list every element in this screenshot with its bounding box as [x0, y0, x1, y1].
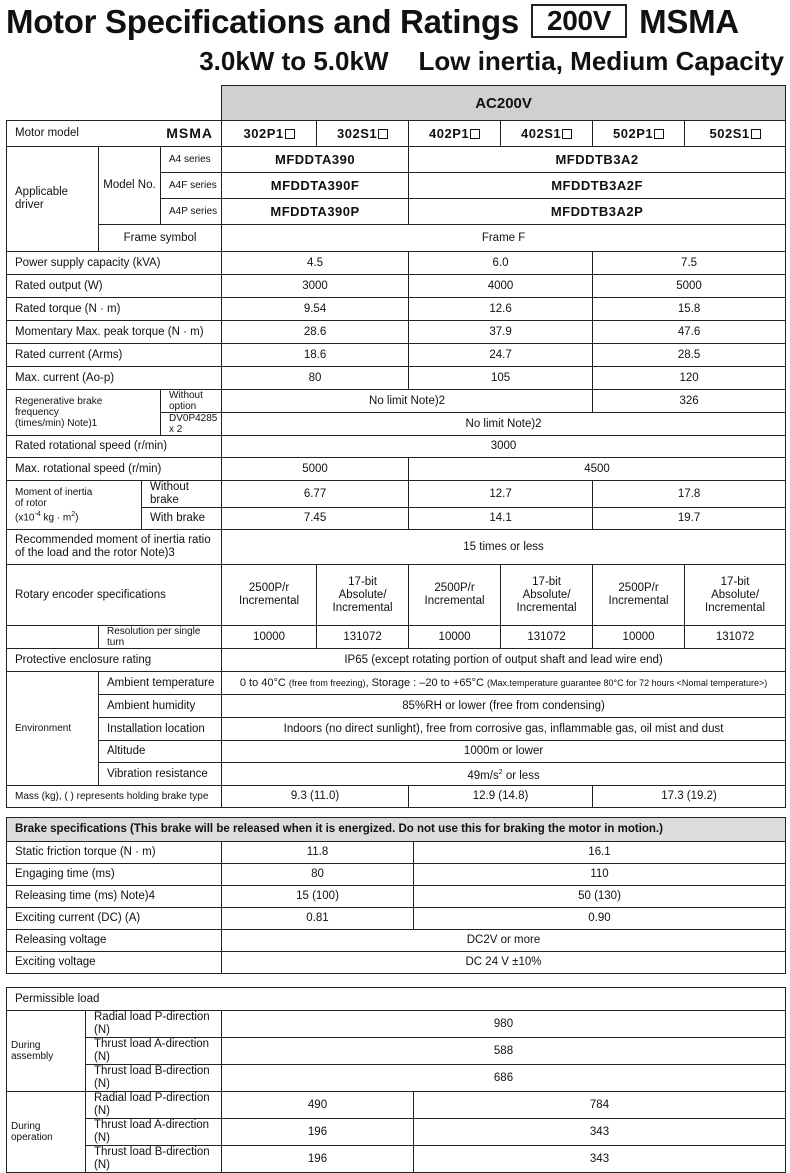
- brake-row: Releasing time (ms) Note)4 15 (100) 50 (130): [7, 886, 786, 908]
- spec-row: Rated torque (N · m) 9.54 12.6 15.8: [7, 298, 786, 321]
- power-range: 3.0kW to 5.0kW: [199, 46, 389, 76]
- driver-b: MFDDTB3A2: [409, 147, 786, 173]
- driver-a: MFDDTA390P: [222, 199, 409, 225]
- load-row: Thrust load A-direction (N) 196 343: [7, 1119, 786, 1146]
- spec-row: Protective enclosure rating IP65 (except rotating portion of output shaft and lead wire end): [7, 649, 786, 672]
- load-header: Permissible load: [7, 988, 786, 1011]
- encoder-row: Rotary encoder specifications 2500P/r Incremental 17-bit Absolute/ Incremental 2500P/r Incremental 17-bit Absolute/ Incremental 2500P/r Incremental 17-bit Absolute/ Incremental: [7, 565, 786, 626]
- env-label: Environment: [7, 672, 99, 786]
- motor-type: Low inertia, Medium Capacity: [418, 46, 784, 76]
- ratio-row: Recommended moment of inertia ratio of the load and the rotor Note)3 15 times or less: [7, 530, 786, 565]
- driver-b: MFDDTB3A2P: [409, 199, 786, 225]
- spec-row: Max. rotational speed (r/min) 5000 4500: [7, 458, 786, 481]
- load-row: Thrust load A-direction (N) 588: [7, 1038, 786, 1065]
- inertia-row: Moment of inertia of rotor ($x10^{-4}$ kg · $m^2$) Without brake 6.77 12.7 17.8: [7, 481, 786, 508]
- model-col: 302S1: [317, 121, 409, 147]
- load-table: [6, 987, 786, 1173]
- brake-row: Static friction torque (N · m) 11.8 16.1: [7, 842, 786, 864]
- brake-row: Exciting voltage DC 24 V ±10%: [7, 952, 786, 974]
- series-title: MSMA: [639, 3, 739, 40]
- inertia-label: Moment of inertia of rotor ($x10^{-4}$ kg · $m^2$): [7, 481, 142, 530]
- driver-label: Applicable driver: [7, 147, 99, 252]
- spec-row: Rated output (W) 3000 4000 5000: [7, 275, 786, 298]
- frame-label: Frame symbol: [99, 225, 222, 252]
- title-text: Motor Specifications and Ratings: [6, 3, 519, 40]
- series-label: A4F series: [161, 173, 222, 199]
- motor-model-cell: Motor model MSMA: [7, 121, 222, 147]
- spec-row: Momentary Max. peak torque (N · m) 28.6 37.9 47.6: [7, 321, 786, 344]
- spec-row: Power supply capacity (kVA) 4.5 6.0 7.5: [7, 252, 786, 275]
- driver-a: MFDDTA390F: [222, 173, 409, 199]
- model-col: 302P1: [222, 121, 317, 147]
- model-col: 402S1: [501, 121, 593, 147]
- series-label: A4P series: [161, 199, 222, 225]
- driver-b: MFDDTB3A2F: [409, 173, 786, 199]
- brake-header: Brake specifications (This brake will be released when it is energized. Do not use this for braking the motor in motion.): [7, 818, 786, 842]
- env-row: Environment Ambient temperature 0 to 40°C (free from freezing), Storage : –20 to +65°C (Max.temperature guarantee 80°C for 72 hours <Nomal temperature>): [7, 672, 786, 695]
- regen-label: Regenerative brake frequency (times/min) Note)1: [7, 390, 161, 436]
- resolution-row: Resolution per single turn 10000 131072 10000 131072 10000 131072: [7, 626, 786, 649]
- load-row: During operation Radial load P-direction (N) 490 784: [7, 1092, 786, 1119]
- brake-row: Engaging time (ms) 80 110: [7, 864, 786, 886]
- model-col: 402P1: [409, 121, 501, 147]
- load-row: During assembly Radial load P-direction (N) 980: [7, 1011, 786, 1038]
- model-row: [7, 121, 786, 147]
- spec-row: Max. current (Ao-p) 80 105 120: [7, 367, 786, 390]
- brake-row: Exciting current (DC) (A) 0.81 0.90: [7, 908, 786, 930]
- brake-table: [6, 817, 786, 974]
- load-row: Thrust load B-direction (N) 196 343: [7, 1146, 786, 1173]
- model-col: 502P1: [593, 121, 685, 147]
- brake-row: Releasing voltage DC2V or more: [7, 930, 786, 952]
- voltage-box: 200V: [531, 4, 627, 38]
- spec-row: Rated rotational speed (r/min) 3000: [7, 436, 786, 458]
- series-label: A4 series: [161, 147, 222, 173]
- spec-table: AC200V Motor model MSMA 302P1 302S1 402P1 402S1 502P1 502S1 Applicable driver Model No. A4 series MFDDTA390 MFDDTB3A2 A4F series MFDDTA390F MFDDTB3A2F A4P series MFDDTA390P MFDDTB3A2P Frame symbol Frame F Power supply capacity (kVA) 4.5 6.0 7.5 Rated output (W) 3000 4000 5000 Rated torque (N · m) 9.54 12.6 15.8 Momentary Max. peak torque (N · m) 28.6 37.9 47.6 Rated current (Arms) 18.6 24.7 28.5 Max. current (Ao-p) 80 105 120 Regenerative brake frequency (times/min) Note)1 Without option No limit Note)2 326 DV0P4285 x 2 No limit Note)2 Rated rotational speed (r/min) 3000 Max. rotational speed (r/min) 5000 4500 Moment of inertia of rotor ($x10^{-4}$ kg · $m^2$) Without brake 6.77 12.7 17.8 With brake 7.45 14.1 19.7 Recommended moment of inertia ratio of the load and the rotor Note)3 15 times or less Rotary encoder specifications 2500P/r Incremental 17-bit Absolute/ Incremental 2500P/r Incremental 17-bit Absolute/ Incremental 2500P/r Incremental 17-bit Absolute/ Incremental Resolution per single turn 10000 131072 10000 131072 10000 131072 Protective enclosure rating IP65 (except rotating portion of output shaft and lead wire end) Environment Ambient temperature 0 to 40°C (free from freezing), Storage : –20 to +65°C (Max.temperature guarantee 80°C for 72 hours <Nomal temperature>) Ambient humidity 85%RH or lower (free from condensing) Installation location Indoors (no direct sunlight), free from corrosive gas, inflammable gas, oil mist and dust Altitude 1000m or lower Vibration resistance $49m/s^2$ or less Mass (kg), ( ) represents holding brake type 9.3 (11.0) 12.9 (14.8) 17.3 (19.2): [6, 85, 786, 808]
- model-col: 502S1: [685, 121, 786, 147]
- page-title: [6, 2, 739, 42]
- driver-a: MFDDTA390: [222, 147, 409, 173]
- ac-row: [7, 86, 786, 121]
- load-row: Thrust load B-direction (N) 686: [7, 1065, 786, 1092]
- model-no-label: Model No.: [99, 147, 161, 225]
- ac-header: AC200V: [222, 86, 786, 121]
- spec-row: Rated current (Arms) 18.6 24.7 28.5: [7, 344, 786, 367]
- mass-row: Mass (kg), ( ) represents holding brake type 9.3 (11.0) 12.9 (14.8) 17.3 (19.2): [7, 786, 786, 808]
- page-subtitle: [199, 44, 784, 78]
- frame-value: Frame F: [222, 225, 786, 252]
- regen-row: Regenerative brake frequency (times/min) Note)1 Without option No limit Note)2 326: [7, 390, 786, 413]
